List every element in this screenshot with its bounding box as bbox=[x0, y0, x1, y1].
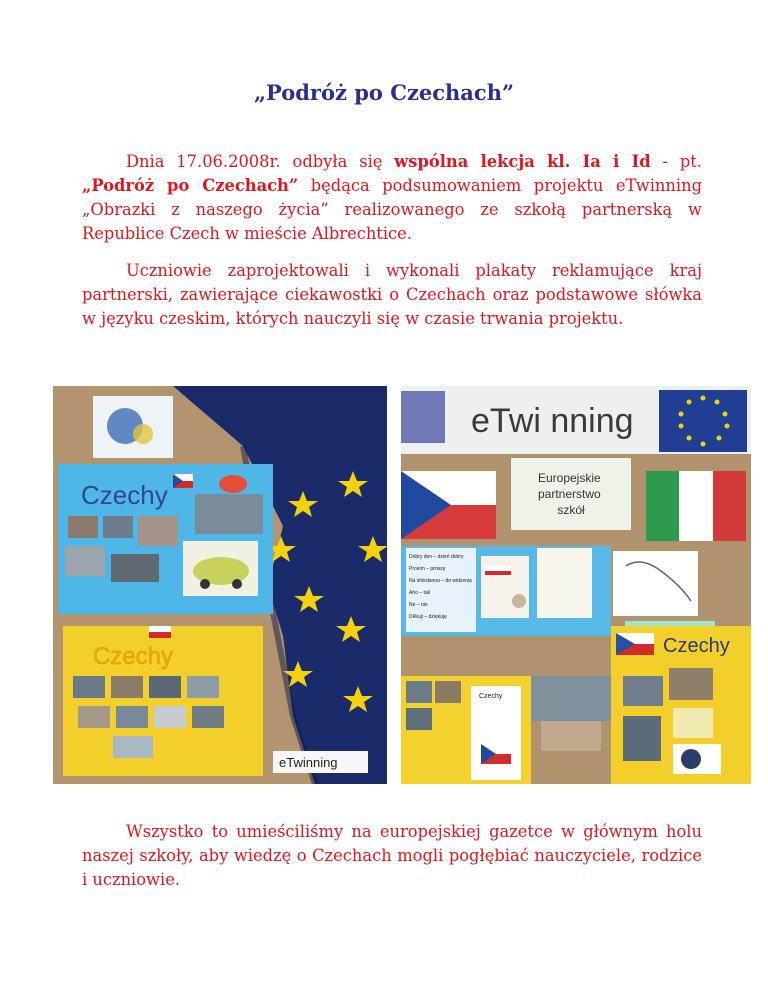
intro-bold-lesson: wspólna lekcja kl. Ia i Id bbox=[394, 152, 651, 171]
intro-text-e: będąca podsumowaniem projektu eTwinning „Obrazki z naszego życia” realizowanego ze szkołą partnerską w Republice Czech w mieście Albrechtice. bbox=[82, 176, 702, 243]
paragraph-posters bbox=[82, 259, 702, 331]
photo-left-scene bbox=[53, 386, 387, 784]
right-sign-text: Europejskie partnerstwo szkół bbox=[537, 471, 601, 517]
right-vocab-4: Ne – nie bbox=[409, 602, 428, 608]
posters-text: Uczniowie zaprojektowali i wykonali plakaty reklamujące kraj partnerski, zawierające ciekawostki o Czechach oraz podstawowe słówka w języku czeskim, których nauczyli się w czasie trwania projektu. bbox=[82, 261, 702, 328]
left-bottom-poster-title: Czechy bbox=[93, 643, 174, 670]
photo-right-scene bbox=[401, 386, 751, 784]
left-top-poster-title: Czechy bbox=[81, 480, 168, 510]
right-vocab-0: Dobry den – dzień dobry bbox=[409, 554, 464, 560]
right-vocab-1: Prosím – proszę bbox=[409, 566, 446, 572]
right-card-title: Czechy bbox=[479, 693, 503, 700]
right-vocab-3: Ano – tak bbox=[409, 590, 431, 596]
intro-bold-topic: „Podróż po Czechach” bbox=[82, 176, 299, 195]
paragraph-closing bbox=[82, 820, 702, 892]
right-etwinning-banner: eTwi nning bbox=[471, 402, 634, 440]
paragraph-intro bbox=[82, 150, 702, 246]
right-vocab-2: Na shledanou – do widzenia bbox=[409, 578, 472, 584]
closing-text: Wszystko to umieściliśmy na europejskiej gazetce w głównym holu naszej szkoły, aby wiedzę o Czechach mogli pogłębiać nauczyciele, rodzice i uczniowie. bbox=[82, 822, 702, 889]
left-etwinning-label: eTwinning bbox=[279, 755, 338, 770]
page-title: „Podróż po Czechach” bbox=[253, 80, 515, 105]
photo-right-noticeboard bbox=[401, 386, 751, 784]
right-poster-title: Czechy bbox=[663, 635, 730, 657]
intro-text-c: - pt. bbox=[650, 152, 702, 171]
intro-text-a: Dnia 17.06.2008r. odbyła się bbox=[126, 152, 395, 171]
right-vocab-5: Děkuji – dziękuję bbox=[409, 614, 447, 620]
photo-left-noticeboard bbox=[53, 386, 387, 784]
